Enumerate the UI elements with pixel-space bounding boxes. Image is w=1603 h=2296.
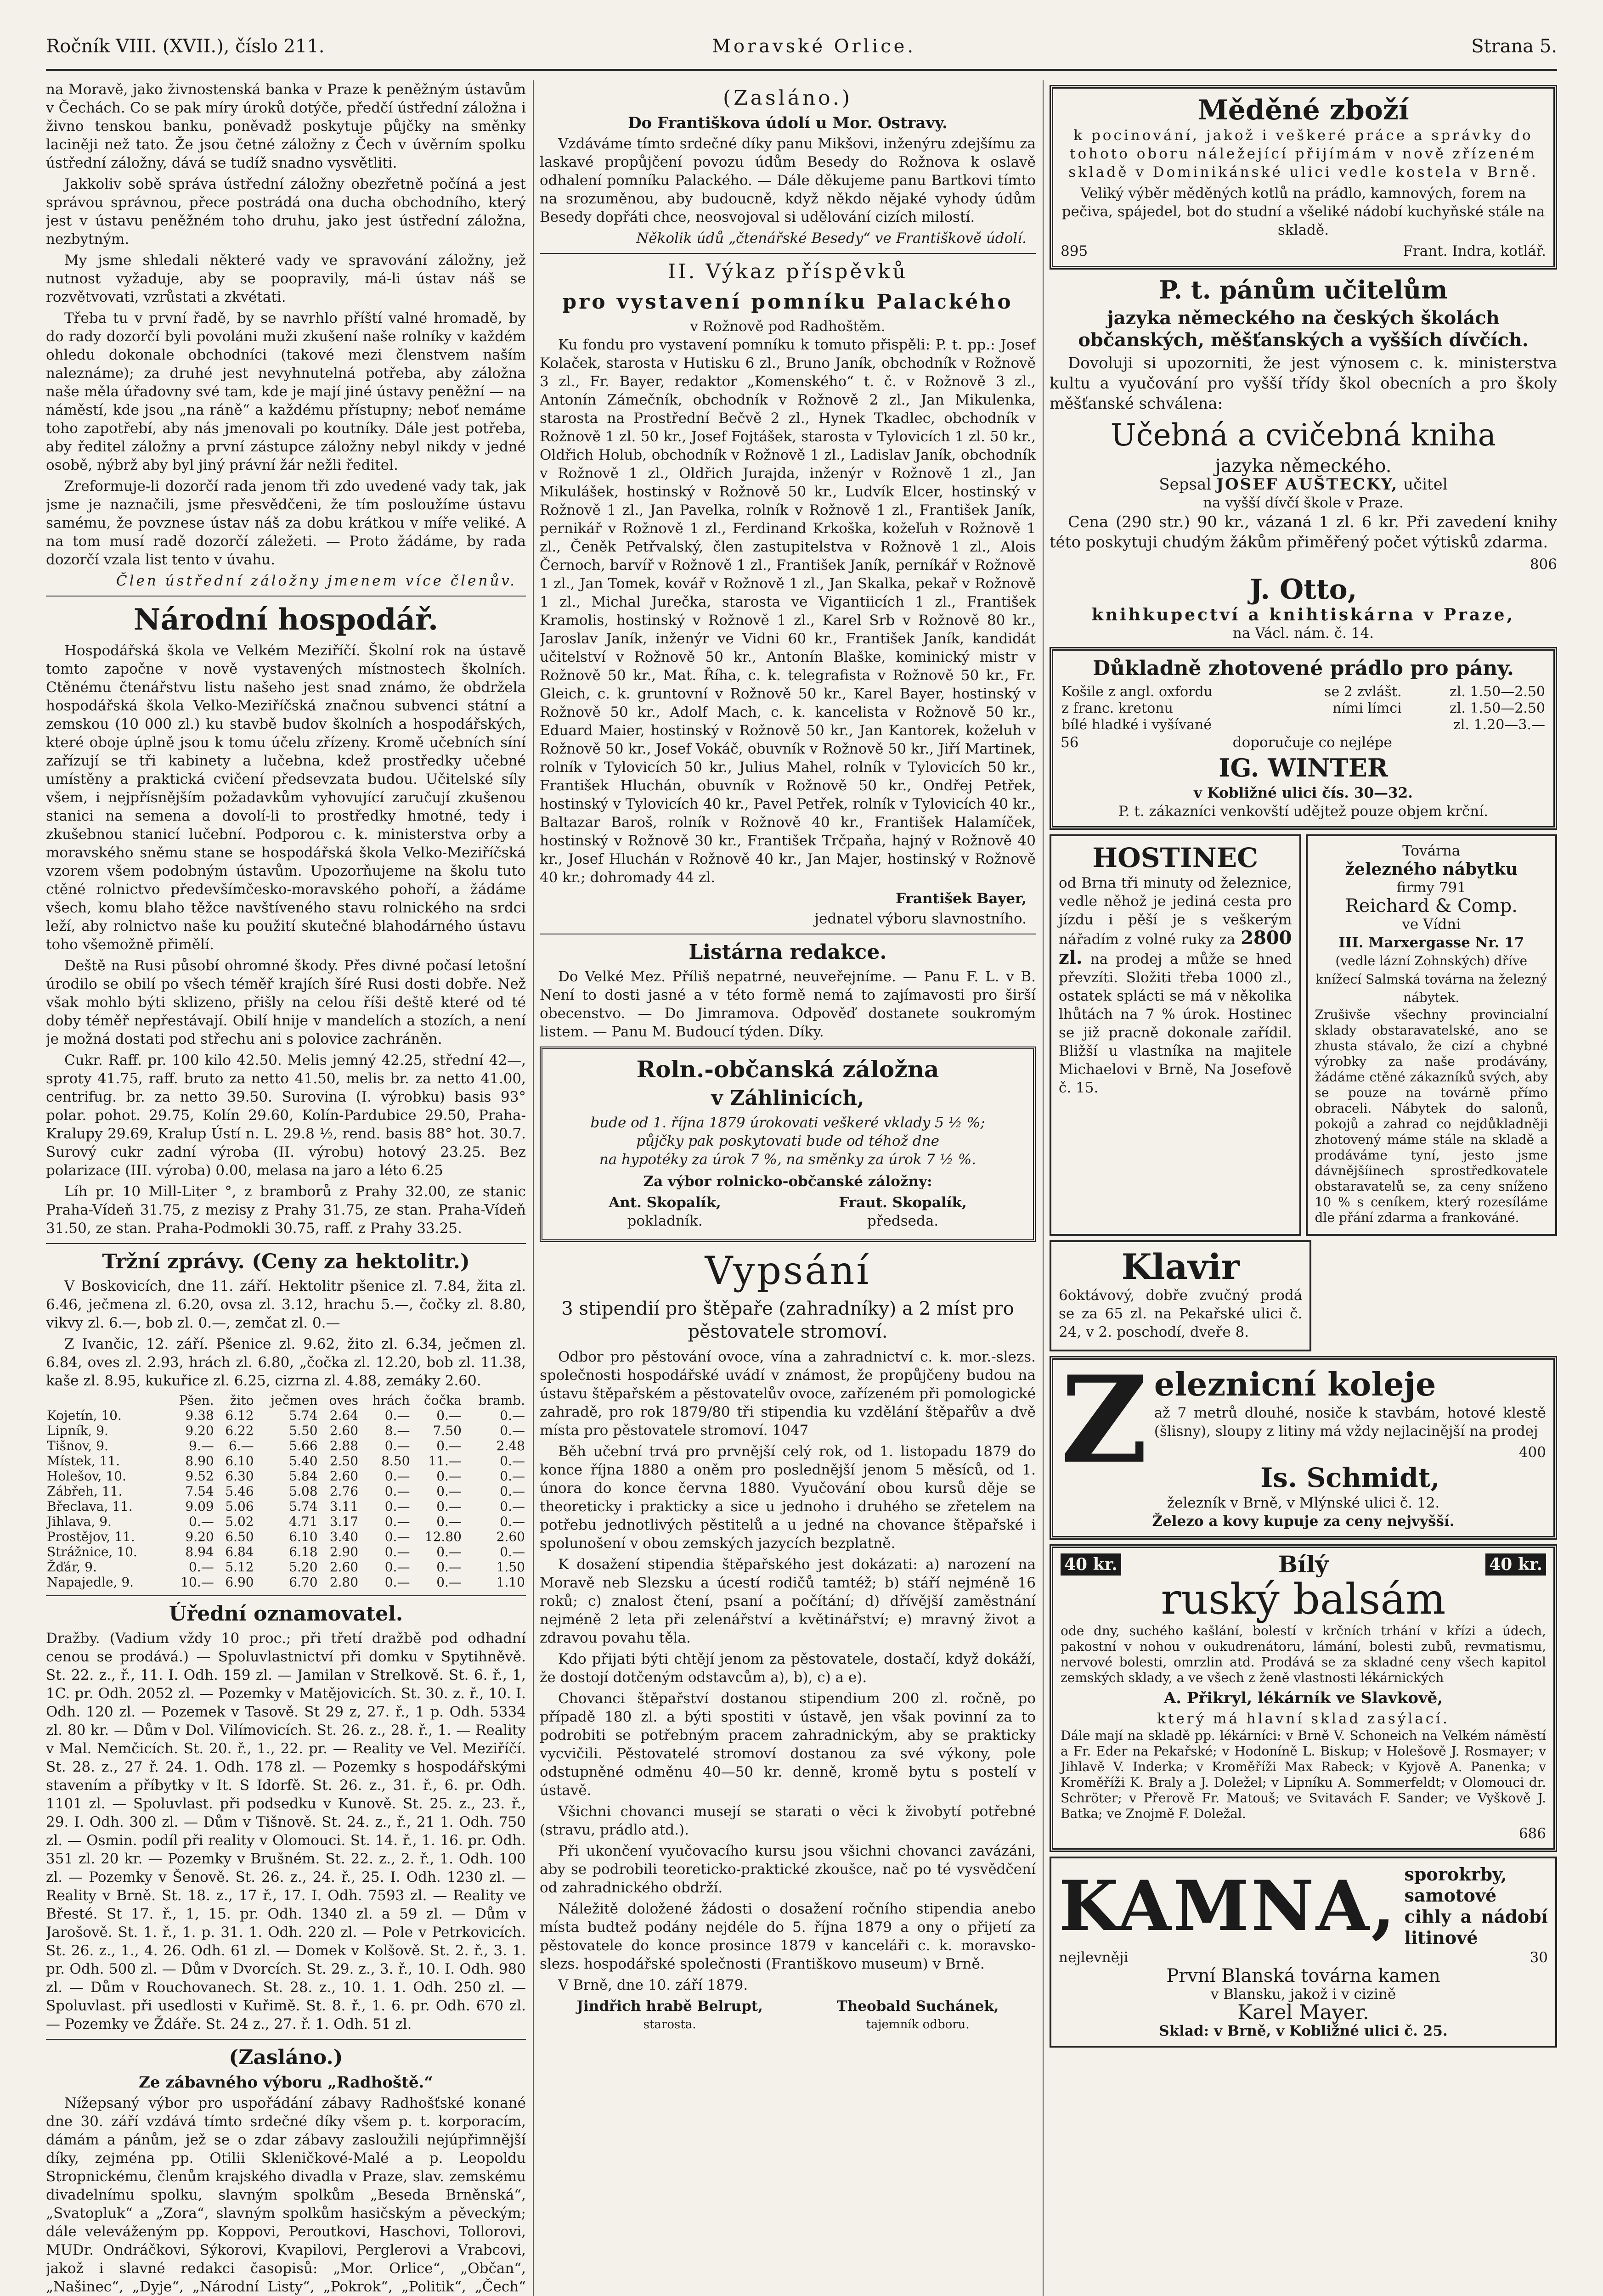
zalozna-line: půjčky pak poskytovati bude od téhož dne [636, 1133, 939, 1149]
section-title-uredni-oznamovatel: Úřední oznamovatel. [169, 1602, 403, 1626]
table-cell: 6.50 [225, 1529, 254, 1544]
kamna-sklad: Sklad: v Brně, v Kobližné ulici č. 25. [1159, 2023, 1448, 2039]
column-3 [1050, 80, 1557, 2296]
table-row [46, 1423, 526, 1438]
medene-title: Měděné zboží [1197, 94, 1409, 126]
np-paragraph: Hospodářská škola ve Velkém Meziříčí. Školní rok na ústavě tomto započne v nově vystavených místnostech školních. Ctěnému čtenářstvu listu našeho jest snad známo, že obdržela hospodářská škola Velko-Meziříčská značnou subvenci státní a zemskou (10 000 zl.) ku stavbě budov školních a hospodářských, které oboje úplně jsou k tomu účelu zřízeny. Kromě učebních síní zařízují se tři kabinety a lučebna, kdež prostředky učebné umístěny a praktická cvičení předsevzata budou. Učitelské síly všem, i nejpřísnějším požadavkům vyhovující zaručují zkušenou stanici na semena a dovolí-li to prostředky hmotné, tedy i zkušebnou stanicí lučební. Podporou c. k. ministerstva orby a moravského sněmu stane se hospodářská škola Velko-Meziříčská vzorem všem podobným ústavům. Upozorňujeme na školu tuto ctěné rolnictvo předevšímčesko-moravského pohoří, a žádáme všech, komu blaho těžce navštíveného stavu rolnického na srdci leží, aby rolnictvo naše ku použití skutečné blahodárného ústavu toho všemožně přimělí. [46, 642, 526, 953]
table-cell: zl. 1.50—2.50 [1449, 684, 1545, 700]
table-cell: Strážnice, 10. [47, 1544, 137, 1559]
signature-role: tajemník odboru. [866, 2018, 970, 2032]
table-cell: 2.60 [329, 1559, 359, 1575]
table-cell: bílé hladké i vyšívané [1061, 717, 1212, 733]
ucebna-price: Cena (290 str.) 90 kr., vázaná 1 zl. 6 kr. Při zavedení knihy této poskytuji chudým žákům přiměřený počet výtisků zdarma. [1050, 513, 1557, 551]
intro-paragraph: Jakkoliv sobě správa ústřední záložny obezřetně počíná a jest správou správnou, přece postrádá ona ducha obchodního, který jest v ústavu peněžném toho druhu, jako jest ústřední záložna, nezbytným. [46, 176, 526, 248]
divider [46, 1595, 526, 1596]
signature-name: Jindřich hrabě Belrupt, [576, 1998, 763, 2015]
masthead-title: Moravské Orlice. [712, 36, 916, 57]
zaslano-text: Nížepsaný výbor pro uspořádání zábavy Radhošťské konané dne 30. září vzdává tímto srdečné díky všem p. t. korporacím, dámám a pánům, jež se o zdar zábavy zasloužili nejúpřimnější díky, zejména pp. Otilii Skleničkové-Malé a p. Leopoldu Stropnickému, členům krajského divadla v Praze, slav. zemskému divadelnímu spolku, slavným spolkům „Beseda Brněnská“, „Svatopluk“ a „Zora“, slavným spolkům hasičským a pěveckým; dále veleváženým pp. Koppovi, Peroutkovi, Haschovi, Tollorovi, MUDr. Ondráčkovi, Sýkorovi, Kvapilovi, Perglerovi a Vrabcovi, jakož i slavné redakci časopisů: „Mor. Orlice“, „Občan“, „Našinec“, „Dyje“, „Národní Listy“, „Pokrok“, „Politik“, „Čech“ [46, 2095, 526, 2295]
section-title-trzni-zpravy: Tržní zprávy. (Ceny za hektolitr.) [102, 1250, 470, 1273]
balsam-text: ode dny, suchého kašlání, bolestí v krčních trhání v křízi a údech, pakostní v nohou v oukudrenátoru, lámání, bolesti zubů, revmatismu, nervové bolesti, omrzlin atd. Prodává se za skladné ceny všech kapitol zemských sklady, a ve všech z ženě vlastnosti lékárnických [1061, 1623, 1546, 1685]
medene-advert [1050, 85, 1557, 270]
koleje-footer: Železo a kovy kupuje za ceny nejvyšší. [1152, 1513, 1455, 1530]
zalozna-title-2: v Záhlinicích, [711, 1086, 864, 1110]
ucebna-title: Učebná a cvičebná kniha [1111, 417, 1496, 453]
table-cell: 8.90 [185, 1453, 214, 1469]
vypsani-paragraph: Všichni chovanci musejí se starati o věci k živobytí potřebné (stravu, prádlo atd.). [540, 1803, 1036, 1838]
hostinec-title: HOSTINEC [1092, 842, 1259, 873]
table-cell: 0.— [384, 1559, 410, 1575]
table-cell: 0.— [384, 1408, 410, 1423]
table-row [46, 1438, 526, 1453]
table-cell: 0.— [384, 1469, 410, 1484]
table-cell: 7.50 [433, 1423, 462, 1438]
table-cell [1286, 717, 1402, 733]
table-cell: 2.88 [329, 1438, 359, 1453]
vykaz-text: Ku fondu pro vystavení pomníku k tomuto přispěli: P. t. pp.: Josef Kolaček, starosta v Hutisku 6 zl., Bruno Janík, obchodník v Rožnově 3 zl., Fr. Bayer, redaktor „Komenského“ t. č. v Rožnově 3 zl., Antonín Zámečník, obchodník v Rožnově 2 zl., Jan Mikulenka, starosta na Prostřední Bečvě 2 zl., Hynek Tkadlec, obchodník v Rožnově 1 zl. 50 kr., Josef Fojtášek, starosta v Tylovicích 1 zl. 50 kr., Oldřich Holub, obchodník v Rožnově 1 zl., Ladislav Janík, obchodník v Rožnově 1 zl., Oldřich Jurajda, inženýr v Rožnově 1 zl., Jan Mikulášek, hostinský v Rožnově 50 kr., Ludvík Elcer, hostinský v Rožnově 1 zl., Jan Pavelka, rolník v Rožnově 1 zl., František Janík, pernikář v Rožnově 1 zl., Ferdinand Krkoška, kožeľuh v Rožnově 1 zl., Čeněk Petřvalský, člen zastupitelstva v Rožnově 1 zl., Alois Černoch, barvíř v Rožnově 1 zl., František Janík, perníkář v Rožnově 1 zl., Jan Tomek, kovář v Rožnově 1 zl., Jan Skalka, pekař v Rožnově 1 zl., Michal Jurečka, starosta ve Vigantiicích 1 zl., František Kramolis, hostinský v Rožnově 1 zl., Karel Srb v Rožnově 80 kr., Jaroslav Janík, inženýr ve Vidni 60 kr., František Janík, kandidát učitelství v Rožnově 50 kr., Antonín Blaške, kominický mistr v Rožnově 50 kr., Mat. Říha, c. k. telegrafista v Rožnově 50 kr., Fr. Gleich, c. k. gruntovní v Rožnově 50 kr., Karel Bayer, hostinský v Rožnově 50 kr., Adolf Mach, c. k. kancelista v Rožnově 50 kr., Eduard Maier, hostinský v Rožnově 50 kr., Jan Kantorek, koželuh v Rožnově 50 kr., Josef Vokáč, obuvník v Rožnově 50 kr., Jiří Martinek, rolník v Tylovicích 50 kr., Julius Mahel, rolník v Tylovicích 50 kr., František Hluchán, obuvník v Rožnově 50 kr., Ondřej Petřek, hostinský v Tylovicích 40 kr., Pavel Petřek, rolník v Tylovicích 40 kr., Baltazar Baroš, rolník v Rožnově 40 kr., František Halamíček, hostinský v Rožnově 30 kr., František Trčpaňa, hajný v Rožnově 40 kr., Josef Hluchán v Rožnově 40 kr., Jan Majer, hostinský v Rožnově 40 kr.; dohromady 44 zl. [540, 337, 1036, 886]
zaslano-subheading: Do Františkova údolí u Mor. Ostravy. [628, 114, 948, 132]
zalozna-signatures [550, 1193, 1026, 1230]
table-cell: se 2 zvlášt. [1324, 684, 1402, 700]
column-divider [533, 80, 534, 2296]
balsam-title: ruský balsám [1161, 1575, 1446, 1624]
listarna-heading: Listárna redakce. [689, 940, 887, 964]
vykaz-heading: II. Výkaz příspěvků [667, 260, 908, 283]
table-cell: 0.— [500, 1514, 525, 1529]
table-cell: 2.60 [496, 1529, 525, 1544]
table-row [46, 1453, 526, 1469]
table-cell: 1.10 [496, 1575, 525, 1590]
table-body [46, 1408, 526, 1590]
column-header: ječmen [271, 1393, 318, 1408]
table-cell: 0.— [436, 1408, 462, 1423]
ucebna-author: JOSEF AUŠTECKY, [1216, 475, 1399, 494]
kamna-side: sporokrby, samotové cihly a nádobí litinové [1404, 1864, 1548, 1948]
table-row [46, 1529, 526, 1544]
table-cell: 8.— [384, 1423, 410, 1438]
table-cell: 0.— [436, 1438, 462, 1453]
balsam-subtitle: který má hlavní sklad zasýlací. [1157, 1711, 1450, 1727]
price-badge: 40 kr. [1485, 1553, 1546, 1576]
table-cell: 2.90 [329, 1544, 359, 1559]
table-row [1061, 684, 1546, 700]
running-header [46, 36, 1557, 63]
np-paragraph: Líh pr. 10 Mill-Liter °, z bramborů z Prahy 32.00, ze stanic Praha-Vídeň 31.75, z mezisy z Prahy 31.75, ze stan. Praha-Vídeň 31.50, ze stan. Praha-Podmokli 30.75, raff. z Prahy 33.25. [46, 1183, 526, 1237]
table-row [46, 1514, 526, 1529]
table-cell: 6.— [228, 1438, 254, 1453]
table-cell: 12.80 [424, 1529, 462, 1544]
advert-number: 806 [1530, 556, 1557, 573]
koleje-text: až 7 metrů dlouhé, nosiče k stavbám, hotové klestě (šlisny), sloupy z litiny má vždy nejlacinější na prodej [1154, 1405, 1546, 1440]
zalozna-footer: Za výbor rolnicko-občanské záložny: [643, 1173, 932, 1190]
advert-number: 686 [1518, 1825, 1546, 1842]
table-cell: 0.— [436, 1469, 462, 1484]
zalozna-title: Roln.-občanská záložna [636, 1056, 939, 1083]
koleje-address: železník v Brně, v Mlýnské ulici č. 12. [1167, 1495, 1440, 1511]
advert-number: 400 [1518, 1444, 1546, 1461]
ucebna-author-post: učitel [1403, 475, 1448, 494]
table-body [1061, 684, 1546, 733]
table-cell: Tišnov, 9. [47, 1438, 108, 1453]
table-cell: 9.38 [185, 1408, 214, 1423]
table-cell: 9.— [189, 1438, 214, 1453]
advert-number: 895 [1061, 243, 1088, 259]
market-paragraph: Z Ivančic, 12. září. Pšenice zl. 9.62, žito zl. 6.34, ječmen zl. 6.84, oves zl. 2.93, hrách zl. 6.80, „čočka zl. 12.20, bob zl. 11.38, kaše zl. 8.95, kukuřice zl. 6.25, cizrna zl. 4.88, zemáky 2.60. [46, 1336, 526, 1389]
table-row [46, 1544, 526, 1559]
table-cell: 0.— [436, 1544, 462, 1559]
table-row [46, 1408, 526, 1423]
balsam-name: A. Přikryl, lékárník ve Slavkově, [1163, 1689, 1443, 1707]
table-cell: 2.50 [329, 1453, 359, 1469]
table-cell: 6.10 [289, 1529, 318, 1544]
vypsani-subtitle: 3 stipendií pro štěpaře (zahradníky) a 2 míst pro pěstovatele stromoví. [561, 1298, 1014, 1342]
column-header: bramb. [478, 1393, 525, 1408]
table-cell: 6.84 [225, 1544, 254, 1559]
table-cell: 5.74 [289, 1408, 318, 1423]
tovarna-text: Zrušivše všechny provincialní sklady obstaravatelské, ano se zhusta stávalo, že cizí a chybné výrobky za naše prodávány, žádáme ctěné zákazníků svých, aby se pouze na továrně přímo obraceli. Nábytek do salonů, pokojů a zahrad co nejdůkladněji zhotovený máme stále na skladě a prodáváme tyní, jesto jsme dávnějšíinech sprostředkovatele obstaravatelů se, za ceny sníženo 10 % s ceníkem, který rozesíláme dle přání zdarma a frankováné. [1315, 1007, 1548, 1225]
vypsani-paragraph: Chovanci štěpařství dostanou stipendium 200 zl. ročně, po případě 180 zl. a býti spostiti v ústavě, jen však povinní za to podrobiti se potřebným pracem zahradnickým, aby se prakticky vycvičili. Pěstovatelé stromoví dostanou za své výkony, pole odstupněné odměnu 40—50 kr. denně, kromě bytu s postelí v ústavě. [540, 1690, 1036, 1799]
zaslano-text: Vzdáváme tímto srdečné díky panu Mikšovi, inženýru zdejšímu za laskavé propůjčení povozu údům Besedy do Rožnova k oslavě odhalení pomníku Palackého. — Dále děkujeme panu Bartkovi tímto na srozuměnou, aby budoucně, když někdo nějaké vyhody údům Besedy dopřáti chce, neosvojoval si udělování cizích milostí. [540, 135, 1036, 225]
signature-role: starosta. [643, 2018, 696, 2032]
table-cell: Lipník, 9. [47, 1423, 108, 1438]
price-badge: 40 kr. [1061, 1553, 1121, 1576]
divider [46, 596, 526, 597]
table-cell: Kojetín, 10. [47, 1408, 122, 1423]
advert-number: 30 [1530, 1949, 1548, 1966]
vypsani-date: V Brně, dne 10. září 1879. [558, 1977, 748, 1993]
table-cell: 0.— [384, 1438, 410, 1453]
intro-paragraph: Třeba tu v první řadě, by se navrhlo příští valné hromadě, by do rady dozorčí byli povoláni muži zkušení naše rolníky v každém ohledu dokonale obchodníci (takové mezi členstvem naším naleznáme); za druhé jest nevyhnutelná potřeba, aby záložna naše měla úřadovny své tam, kde je mají jiné ústavy peněžní — na náměstí, kde jsou „na ráně“ a každému přístupny; neboť nemáme toho zapotřebí, aby nás jmenovali po koutníky. Dále jest potřeba, aby ředitel záložny a první zástupce záložny nebyl nikdy v jedné osobě, nýbrž aby byl jiný právní žár nežli ředitel. [46, 310, 526, 473]
auctions-text: Dražby. (Vadium vždy 10 proc.; při třetí dražbě pod odhadní cenou se prodává.) — Spoluvlastnictví při domku v Spytihněvě. St. 22. z., ř., 11. I. Odh. 159 zl. — Jamilan v Strelkově. St. 6. ř., 1, 1C. pr. Odh. 2052 zl. — Pozemky v Matějovicích. St. 30. z. ř., 10. I. Odh. 120 zl. — Pozemek v Tasově. St 29 z, 27. ř., 1 p. Odh. 5334 zl. 80 kr. — Dům v Dol. Vilímovicích. St. 26. z., 28. ř., 1. — Reality v Mal. Nemčicích. St. 20. ř., 1., 22. pr. — Reality ve Vel. Meziříčí. St. 28. z., 27 ř. 24. 1. Odh. 178 zl. — Pozemky s hospodářskými stavením a příbytky v It. S Idorfě. St. 26. z., 31. ř., 6. pr. Odh. 1101 zl. — Spoluvlast. při podsedku v Kunově. St. 25. z., 23. ř., 29. I. Odh. 300 zl. — Dům v Tišnově. St. 24. z., ř., 21 1. Odh. 750 zl. — Osmin. podíl při reality v Olomouci. St. 14. ř., 1. 16. pr. Odh. 351 zl. 20 kr. — Pozemky v Brušném. St. 22. z., 2. ř., 1. Odh. 100 zl. — Pozemky v Šenově. St. 26. z., 24. ř., 25. I. Odh. 1230 zl. — Reality v Brně. St. 18. z., 17 ř., 17. I. Odh. 7593 zl. — Reality ve Břesté. St 17. ř., 1, 15. pr. Odh. 1340 zl. a 59 zl. — Dům v Jarošově. St. 1. ř., 1. p. 31. 1. Odh. 220 zl. — Pole v Petrkovicích. St. 26. z., 1., 4. 26. Odh. 61 zl. — Domek v Kolšově. St. 2. ř., 3. 1. pr. Odh. 500 zl. — Dům v Dvorcích. St. 29. z., 3. ř., 10. I. Odh. 980 zl. — Dům v Rouchovanech. St. 28. z., 10. 1. 1. Odh. 250 zl. — Spoluvlast. při usedlosti v Kuřimě. St. 8. ř., 1. 6. pr. Odh. 670 zl. — Pozemky ve Ždáře. St. 24 z., 27. ř. 1. Odh. 51 zl. [46, 1630, 526, 2032]
signature-name: Theobald Suchánek, [836, 1998, 999, 2015]
table-cell: Žďár, 9. [47, 1559, 97, 1575]
table-cell: 6.90 [225, 1575, 254, 1590]
divider [46, 2039, 526, 2040]
otto-name: J. Otto, [1249, 574, 1357, 606]
table-cell: 5.46 [225, 1484, 254, 1499]
ucitele-title: P. t. pánům učitelům [1159, 275, 1448, 304]
table-cell: 6.18 [289, 1544, 318, 1559]
intro-paragraph: My jsme shledali některé vady ve spravování záložny, jež nutnost vyžaduje, aby se poopravily, má-li ústav náš se rozvětvovati, vzrůstati a zkvétati. [46, 252, 526, 305]
table-cell: 0.— [500, 1423, 525, 1438]
column-2 [540, 80, 1036, 2296]
zalozna-line: bude od 1. října 1879 úrokovati veškeré vklady 5 ½ %; [590, 1114, 985, 1131]
table-cell: 8.50 [381, 1453, 410, 1469]
vypsani-paragraph: K dosažení stipendia štěpařského jest dokázati: a) narození na Moravě neb Slezsku a úcestí rodičů tamtéž; b) stáří nejméně 16 roků; c) znalost čtení, psaní a počítání; d) dřívější zaměstnání nejméně 2 leta při zelenářství a květinářství; e) mravný život a zdravou povahu těla. [540, 1556, 1036, 1646]
ucebna-school: na vyšší dívčí škole v Praze. [1203, 495, 1404, 511]
vykaz-heading-2: pro vystavení pomníku Palackého [562, 290, 1013, 314]
table-cell: Břeclava, 11. [47, 1499, 133, 1514]
ucebna-subtitle: jazyka německého. [1215, 456, 1392, 477]
intro-signature: Člen ústřední záložny jmenem více členův. [116, 573, 517, 589]
table-cell: 0.— [500, 1484, 525, 1499]
medene-text-2: Veliký výběr měděných kotlů na prádlo, kamnových, forem na pečiva, spájedel, bot do studní a všeliké nádobí kuchyňské stále na skladě. [1061, 185, 1545, 238]
signature-name: Fraut. Skopalík, [839, 1194, 967, 1211]
pradlo-recommend: doporučuje co nejlépe [1232, 734, 1392, 751]
section-title-narodni-hospodar: Národní hospodář. [133, 602, 439, 637]
table-cell: 5.84 [289, 1469, 318, 1484]
klavir-title: Klavir [1121, 1246, 1240, 1287]
market-paragraph: V Boskovicích, dne 11. září. Hektolitr pšenice zl. 7.84, žita zl. 6.46, ječmena zl. 6.20, ovsa zl. 3.12, hrachu 5.—, čočky zl. 8.80, vikvy zl. 6.—, bob zl. 0.—, zemčat zl. 0.— [46, 1278, 526, 1331]
pradlo-footer: P. t. zákazníci venkovští udějtež pouze objem krční. [1118, 803, 1488, 820]
table-cell: 9.09 [185, 1499, 214, 1514]
column-header: oves [329, 1393, 359, 1408]
table-cell: Místek, 11. [47, 1453, 120, 1469]
table-cell: 9.52 [185, 1469, 214, 1484]
kamna-text-2: v Blansku, jakož i v cizině [1210, 1986, 1396, 2003]
zalozna-line: na hypotéky za úrok 7 %, na směnky za úrok 7 ½ %. [599, 1151, 976, 1168]
table-cell: 2.48 [496, 1438, 525, 1453]
table-cell: 4.71 [289, 1514, 318, 1529]
column-header: Pšen. [179, 1393, 214, 1408]
np-paragraph: Deště na Rusi působí ohromné škody. Přes divné počasí letošní úrodilo se obilí po všech téměř krajích šíré Rusi dosti dobře. Než však mohlo býti sklizeno, přišly na celou říši deště které od té doby téměř nepřestávají. Obilí hnije v mandelích a stozích, a není je možná dostati pod střechu ani s polovice zachráněn. [46, 957, 526, 1047]
divider [46, 1243, 526, 1244]
hostinec-text-2: na prodej a může se hned převzíti. Složiti třeba 1000 zl., ostatek splácti se má v několika lhůtách na 7 % úrok. Hostinec se již pracně dokonale zařídil. Bližší u vlastníka na majitele Michaelovi v Brně, Na Josefově č. 15. [1059, 951, 1292, 1096]
koleje-advert [1050, 1356, 1557, 1540]
table-cell: 3.11 [329, 1499, 359, 1514]
table-cell: 5.06 [225, 1499, 254, 1514]
hostinec-text: od Brna tři minuty od železnice, vedle něhož je jediná cesta pro jízdu i pěší je s veškerým nářadím z volné ruky za [1059, 875, 1292, 948]
otto-address: na Václ. nám. č. 14. [1232, 625, 1374, 642]
intro-paragraph: Zreformuje-li dozorčí rada jenom tři zdo uvedené vady tak, jak jsme je naznačili, jsme přesvědčeni, že tím posloužíme ústavu samému, že povznese ústav náš za dobu krátkou v míře veliké. A na tom musí radě dozorčí záležeti. — Proto žádáme, by rada dozorčí vzala list tento v úvahu. [46, 478, 526, 568]
table-cell: Košile z angl. oxfordu [1061, 684, 1213, 700]
column-header: hrách [372, 1393, 410, 1408]
table-cell: 11.— [428, 1453, 462, 1469]
table-header-row [46, 1393, 526, 1408]
listarna-text: Do Velké Mez. Příliš nepatrné, neuveřejníme. — Panu F. L. v B. Není to dosti jasné a v této formě nemá to zajímavosti pro širší obecenstvo. — Do Jimramova. Odpověď dostanete soukromým listem. — Panu M. Budoucí týden. Díky. [540, 968, 1036, 1040]
table-cell: 0.— [500, 1453, 525, 1469]
table-cell: 2.60 [329, 1423, 359, 1438]
table-cell: 6.22 [225, 1423, 254, 1438]
tovarna-firm: firmy 791 [1396, 879, 1466, 896]
np-paragraph: Cukr. Raff. pr. 100 kilo 42.50. Melis jemný 42.25, střední 42—, sproty 41.75, raff. bruto za netto 41.50, melis br. za netto 41.00, centrifug. br. za netto 39.50. Surovina (I. výrobku) basis 93° polar. pohot. 29.75, Kolín 29.60, Kolín-Pardubice 29.50, Praha-Kralupy 29.69, Kralup Ústí n. L. 29.8 ½, rend. basis 88° hot. 30.7. Surový cukr zadní výroba (II. výrobu) hotový 23.25. Bez polarizace (III. výroba) 0.00, melasa na jaro a léto 6.25 [46, 1052, 526, 1179]
divider [540, 253, 1036, 254]
klavir-advert [1050, 1240, 1311, 1351]
tovarna-subtitle: železného nábytku [1345, 860, 1518, 879]
signature-role: předseda. [867, 1213, 939, 1229]
table-cell: 6.70 [289, 1575, 318, 1590]
table-cell: z franc. kretonu [1061, 700, 1173, 716]
pradlo-price-table [1061, 684, 1546, 733]
ucitele-subtitle: jazyka německého na českých školách občanských, měšťanských a vyšších dívčích. [1078, 307, 1529, 351]
hostinec-price: 2800 zl. [1059, 927, 1292, 968]
vykaz-signature-role: jednatel výboru slavnostního. [814, 911, 1027, 927]
koleje-name: Is. Schmidt, [1260, 1462, 1440, 1493]
pradlo-title: Důkladně zhotovené prádlo pro pány. [1092, 657, 1514, 680]
table-cell: 1.50 [496, 1559, 525, 1575]
table-cell: 0.— [189, 1559, 214, 1575]
table-cell: 9.20 [185, 1529, 214, 1544]
table-cell: 0.— [500, 1408, 525, 1423]
table-cell: 0.— [384, 1544, 410, 1559]
tovarna-address: III. Marxergasse Nr. 17 [1338, 934, 1524, 951]
table-cell: 5.08 [289, 1484, 318, 1499]
kamna-pre: nejlevněji [1059, 1949, 1129, 1966]
pradlo-name: IG. WINTER [1219, 753, 1388, 782]
table-cell: 7.54 [185, 1484, 214, 1499]
issue-number: Ročník VIII. (XVII.), číslo 211. [46, 36, 325, 57]
tovarna-city: ve Vídni [1402, 916, 1461, 933]
zaslano-heading: (Zasláno.) [722, 86, 853, 110]
table-cell: 5.02 [225, 1514, 254, 1529]
table-cell: 3.17 [329, 1514, 359, 1529]
table-cell: 0.— [436, 1499, 462, 1514]
table-cell: zl. 1.20—3.— [1453, 717, 1545, 733]
table-cell: 2.76 [329, 1484, 359, 1499]
table-cell: ními límci [1332, 700, 1402, 716]
table-cell: 0.— [436, 1575, 462, 1590]
table-cell: 5.74 [289, 1499, 318, 1514]
vykaz-subheading: v Rožnově pod Radhoštěm. [690, 318, 886, 335]
vypsani-paragraph: Běh učební trvá pro prvnější celý rok, od 1. listopadu 1879 do konce října 1880 a oněm pro poslednější jenom 5 měsíců, od 1. února do konce června 1880. Vyučování obou kursů děje se theoreticky i prakticky a sice u jednoho i druhého se zřetelem na potřebu jednotlivých pěstitelů a u jedné na chovance štěpařské i spolunošení v obou zemských jazycích bezplatně. [540, 1443, 1036, 1552]
tovarna-advert [1306, 834, 1558, 1236]
table-cell: 8.94 [185, 1544, 214, 1559]
klavir-text: 6oktávový, dobře zvučný prodá se za 65 zl. na Pekařské ulici č. 24, v 2. poschodí, dveře 8. [1059, 1287, 1303, 1340]
vypsani-signatures [540, 1997, 1036, 2034]
kamna-title: KAMNA, [1059, 1866, 1397, 1947]
table-cell: 0.— [500, 1499, 525, 1514]
table-row [46, 1484, 526, 1499]
table-cell: 0.— [189, 1514, 214, 1529]
table-cell: 5.66 [289, 1438, 318, 1453]
table-cell: 6.10 [225, 1453, 254, 1469]
table-row [46, 1469, 526, 1484]
tovarna-address-2: (vedle lázní Zohnských) dříve knížecí Salmská továrna na železný nábytek. [1315, 953, 1547, 1005]
column-1 [46, 80, 526, 2296]
table-cell: 5.12 [225, 1559, 254, 1575]
table-cell: 0.— [384, 1499, 410, 1514]
table-cell: 3.40 [329, 1529, 359, 1544]
hostinec-advert [1050, 834, 1301, 1236]
table-cell: 0.— [500, 1544, 525, 1559]
page-number: Strana 5. [1471, 36, 1557, 57]
zalozna-advert [540, 1047, 1036, 1242]
vypsani-title: Vypsání [705, 1248, 871, 1293]
koleje-title: eleznicní koleje [1154, 1365, 1436, 1403]
medene-text: k pocinování, jakož i veškeré práce a správky do tohoto oboru náležející přijímám v nově zřízeném skladě v Dominikánské ulici vedle kostela v Brně. [1068, 127, 1538, 180]
table-cell: 0.— [500, 1469, 525, 1484]
table-cell: 5.20 [289, 1559, 318, 1575]
table-cell: 6.12 [225, 1408, 254, 1423]
table-cell: Napajedle, 9. [47, 1575, 134, 1590]
table-cell: 0.— [384, 1529, 410, 1544]
zaslano-subheading: Ze zábavného výboru „Radhoště.“ [139, 2073, 433, 2092]
table-row [1061, 717, 1546, 733]
pradlo-address: v Kobližné ulici čís. 30—32. [1194, 785, 1413, 801]
table-cell: 0.— [436, 1484, 462, 1499]
table-cell: 10.— [181, 1575, 214, 1590]
table-row [1061, 700, 1546, 717]
table-cell: 0.— [436, 1559, 462, 1575]
vypsani-paragraph: Kdo přijati býti chtějí jenom za pěstovatele, dostačí, když dokáží, že dostojí dotčeným odstavcům a), b), c) a e). [540, 1651, 1036, 1686]
pradlo-advert [1050, 647, 1557, 830]
table-row [46, 1499, 526, 1514]
ucebna-author-pre: Sepsal [1159, 475, 1212, 494]
column-header: čočka [424, 1393, 462, 1408]
table-cell: Holešov, 10. [47, 1469, 126, 1484]
signature-name: Ant. Skopalík, [609, 1194, 721, 1211]
tovarna-name: Reichard & Comp. [1345, 895, 1518, 917]
balsam-word-1: Bílý [1278, 1551, 1329, 1578]
vypsani-paragraph: Odbor pro pěstování ovoce, vína a zahradnictví c. k. mor.-slezs. společnosti hospodářské uvádí v známost, že propůjčeny budou na ústavu štěpařském a pěstovatelův ovoce, zařízeném při pomologické zahradě, pro rok 1879/80 tři stipendia ku vzdělání štěpařův a dvě místa pro pěstovatele stromoví. 1047 [540, 1349, 1036, 1439]
table-cell: Jihlava, 9. [47, 1514, 112, 1529]
table-cell: 2.64 [329, 1408, 359, 1423]
balsam-text-2: Dále mají na skladě pp. lékárníci: v Brně V. Schoneich na Velkém náměstí a Fr. Eder na Pekařské; v Hodoníně L. Biskup; v Holešově J. Rosmayer; v Jihlavě V. Inderka; v Kroměříži Max Rabeck; v Kyjově A. Panenka; v Kroměříži K. Braly a J. Doležel; v Lipníku A. Sommerfeldt; v Olomouci dr. Schröter; v Přerově Fr. Matouš; ve Svitavách F. Sander; ve Vyškově J. Batka; ve Znojmě F. Doležal. [1061, 1728, 1546, 1821]
kamna-advert [1050, 1857, 1557, 2048]
vypsani-paragraph: Při ukončení vyučovacího kursu jsou všichni chovanci zavázáni, aby se podrobili teoreticko-praktické zkoušce, nač po té vysvědčení od zahradnického obdrží. [540, 1843, 1036, 1896]
column-divider [1043, 80, 1044, 2296]
table-cell: 0.— [384, 1484, 410, 1499]
table-cell: zl. 1.50—2.50 [1449, 700, 1545, 716]
hostinec-tovarna-row [1050, 834, 1557, 1236]
table-row [46, 1559, 526, 1575]
kamna-text: První Blanská továrna kamen [1166, 1965, 1440, 1986]
table-row [46, 1575, 526, 1590]
signature-role: pokladník. [627, 1213, 703, 1229]
table-cell: Prostějov, 11. [47, 1529, 135, 1544]
intro-paragraph: na Moravě, jako živnostenská banka v Praze k peněžným ústavům v Čechách. Co se pak míry úroků dotýče, předčí ústřední záložna i živno tenskou banku, poněvadž poskytuje půjčky na směnky laciněji než tato. Že jsou četné záložny z Čech v úvěrním spolku ústřední záložny, dává se tudíž snadno vysvětliti. [46, 81, 526, 171]
table-cell: 6.30 [225, 1469, 254, 1484]
ucebna-author-line [1050, 475, 1557, 494]
advert-number: 56 [1061, 734, 1079, 751]
balsam-advert [1050, 1544, 1557, 1852]
vykaz-signature: František Bayer, [896, 890, 1027, 907]
tovarna-title: Továrna [1402, 843, 1461, 859]
table-cell: 0.— [384, 1514, 410, 1529]
market-price-table [46, 1393, 526, 1590]
koleje-initial: Z [1061, 1356, 1148, 1490]
table-cell: 0.— [384, 1575, 410, 1590]
table-cell: 5.50 [289, 1423, 318, 1438]
table-cell: 5.40 [289, 1453, 318, 1469]
otto-subtitle: knihkupectví a knihtiskárna v Praze, [1091, 605, 1515, 625]
ucitele-text: Dovoluji si upozorniti, že jest výnosem c. k. ministerstva kultu a vyučování pro vyšší třídy škol obecních a pro školy měšťanské schválena: [1050, 354, 1557, 413]
column-header: žito [230, 1393, 254, 1408]
table-cell: 2.80 [329, 1575, 359, 1590]
kamna-name: Karel Mayer. [1237, 2001, 1369, 2024]
table-cell: Zábřeh, 11. [47, 1484, 123, 1499]
medene-signature: Frant. Indra, kotlář. [1403, 243, 1546, 259]
vypsani-paragraph: Náležitě doložené žádosti o dosažení ročního stipendia anebo místa budtež podány nejdéle do 5. října 1879 a ony o přijetí za pěstovatele do konce prosince 1879 v kanceláři c. k. moravsko-slezs. hospodářské společnosti (Františkovo museum) v Brně. [540, 1901, 1036, 1972]
zaslano-signature: Několik údů „čtenářské Besedy“ ve Františkově údolí. [636, 230, 1027, 247]
table-cell: 2.60 [329, 1469, 359, 1484]
table-cell: 0.— [436, 1514, 462, 1529]
header-rule [46, 69, 1557, 71]
table-cell: 9.20 [185, 1423, 214, 1438]
zaslano-heading: (Zasláno.) [229, 2046, 343, 2069]
column-header [46, 1393, 167, 1408]
